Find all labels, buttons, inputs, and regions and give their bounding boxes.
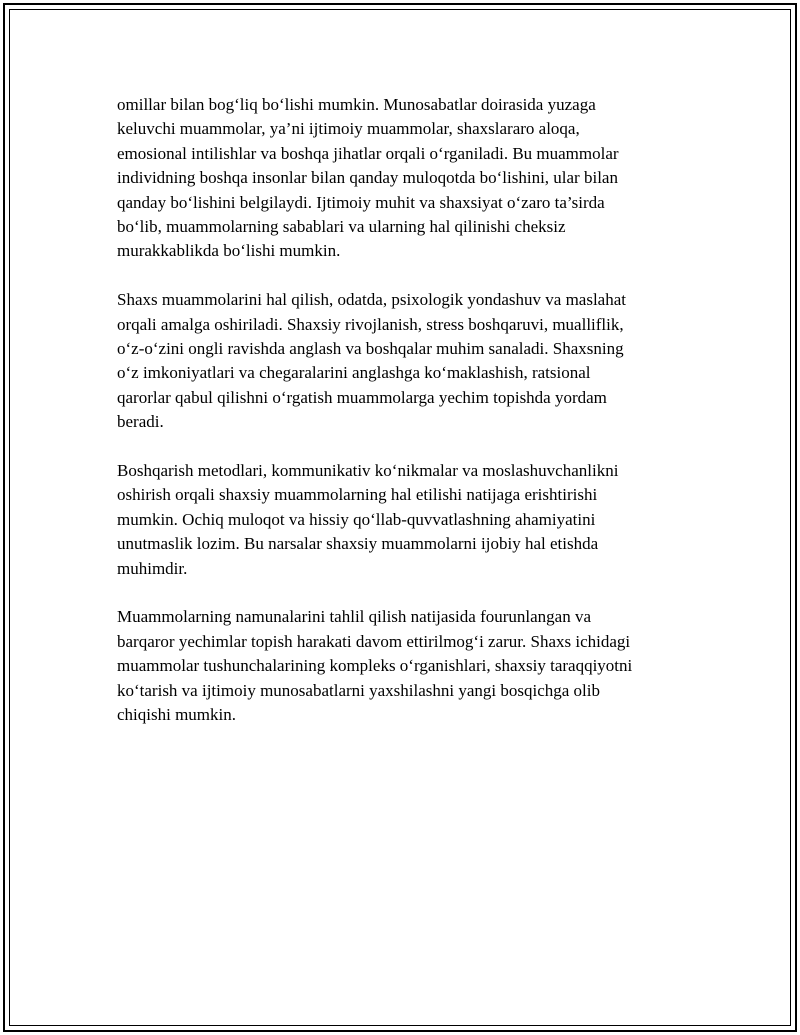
- paragraph-2: Shaxs muammolarini hal qilish, odatda, psixologik yondashuv va maslahat orqali amalga oshiriladi. Shaxsiy rivojlanish, stress boshqaruvi, mualliflik, o‘z-o‘zini ongli ravishda anglash va boshqalar muhim sanaladi. Shaxsning o‘z imkoniyatlari va chegaralarini anglashga ko‘maklashish, ratsional qarorlar qabul qilishni o‘rgatish muammolarga yechim topishda yordam beradi.: [117, 290, 626, 432]
- paragraph-4: Muammolarning namunalarini tahlil qilish natijasida fourunlangan va barqaror yechimlar topish harakati davom ettirilmog‘i zarur. Shaxs ichidagi muammolar tushunchalarining kompleks o‘rganishlari, shaxsiy taraqqiyotni ko‘tarish va ijtimoiy munosabatlarni yaxshilashni yangi bosqichga olib chiqishi mumkin.: [117, 607, 633, 725]
- document-body: [117, 93, 677, 752]
- paragraph-1: omillar bilan bog‘liq bo‘lishi mumkin. Munosabatlar doirasida yuzaga keluvchi muammolar, ya’ni ijtimoiy muammolar, shaxslararo aloqa, emosional intilishlar va boshqa jihatlar orqali o‘rganiladi. Bu muammolar individning boshqa insonlar bilan qanday muloqotda bo‘lishini, ular bilan qanday bo‘lishini belgilaydi. Ijtimoiy muhit va shaxsiyat o‘zaro ta’sirda bo‘lib, muammolarning sabablari va ularning hal qilinishi cheksiz murakkablikda bo‘lishi mumkin.: [117, 95, 619, 261]
- paragraph-3: Boshqarish metodlari, kommunikativ ko‘nikmalar va moslashuvchanlikni oshirish orqali shaxsiy muammolarning hal etilishi natijaga erishtirishi mumkin. Ochiq muloqot va hissiy qo‘llab-quvvatlashning ahamiyatini unutmaslik lozim. Bu narsalar shaxsiy muammolarni ijobiy hal etishda muhimdir.: [117, 461, 619, 578]
